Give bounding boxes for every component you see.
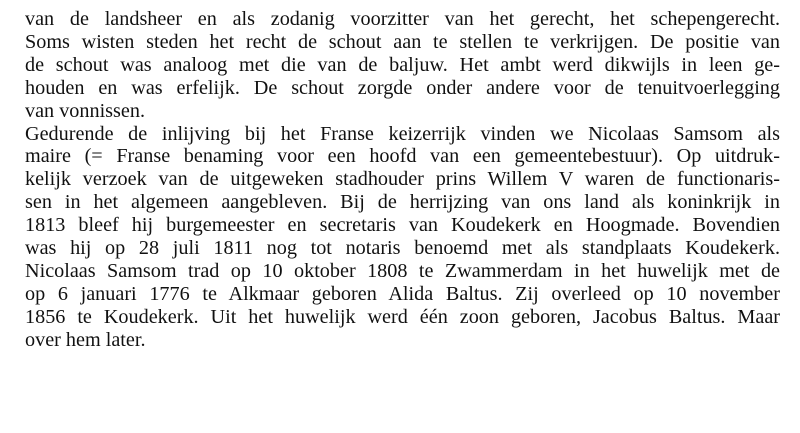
text-line-12: Nicolaas Samsom trad op 10 oktober 1808 te Zwammerdam in het huwelijk met de (25, 259, 780, 282)
text-line-5: van vonnissen. (25, 99, 145, 122)
document-page (25, 8, 780, 352)
text-line-13: op 6 januari 1776 te Alkmaar geboren Alida Baltus. Zij overleed op 10 november (25, 282, 780, 305)
text-line-1: van de landsheer en als zodanig voorzitter van het gerecht, het schepengerecht. (25, 8, 780, 30)
text-line-10: 1813 bleef hij burgemeester en secretaris van Koudekerk en Hoogmade. Bovendien (25, 214, 780, 237)
text-line-14: 1856 te Koudekerk. Uit het huwelijk werd één zoon geboren, Jacobus Baltus. Maar (25, 305, 780, 328)
text-line-8: kelijk verzoek van de uitgeweken stadhouder prins Willem V waren de functionaris- (25, 168, 780, 191)
text-line-7: maire (= Franse benaming voor een hoofd van een gemeentebestuur). Op uitdruk- (25, 145, 780, 168)
text-line-15: over hem later. (25, 328, 146, 351)
text-line-6: Gedurende de inlijving bij het Franse keizerrijk vinden we Nicolaas Samsom als (25, 122, 780, 145)
text-line-11: was hij op 28 juli 1811 nog tot notaris benoemd met als standplaats Koudekerk. (25, 237, 780, 260)
text-line-4: houden en was erfelijk. De schout zorgde onder andere voor de tenuitvoerlegging (25, 76, 780, 99)
text-line-9: sen in het algemeen aangebleven. Bij de herrijzing van ons land als koninkrijk in (25, 191, 780, 214)
text-line-2: Soms wisten steden het recht de schout aan te stellen te verkrijgen. De positie van (25, 30, 780, 53)
text-line-3: de schout was analoog met die van de baljuw. Het ambt werd dikwijls in leen ge- (25, 53, 780, 76)
